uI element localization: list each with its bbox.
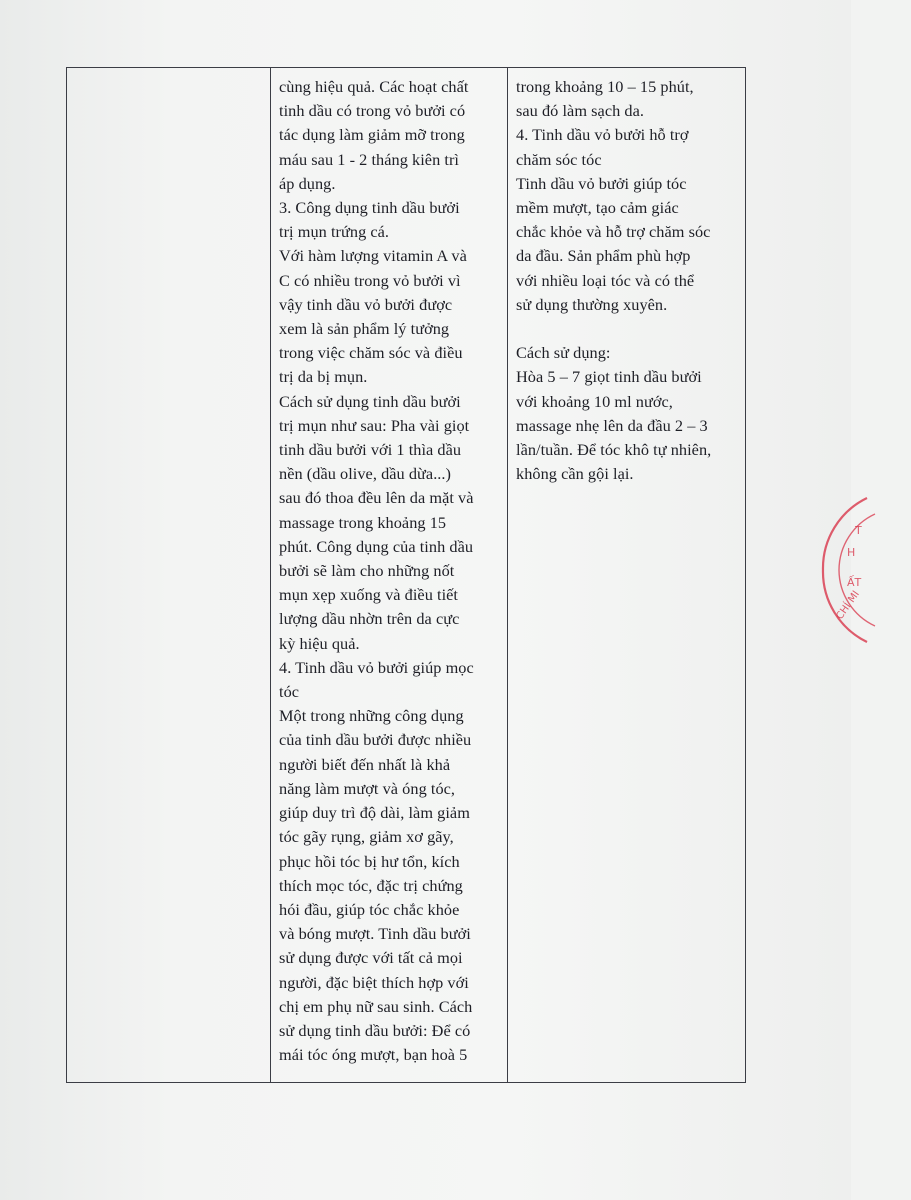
text-line: tác dụng làm giảm mỡ trong [279, 125, 465, 145]
text-line: người biết đến nhất là khả [279, 754, 451, 774]
text-line: Cách sử dụng tinh dầu bưởi [279, 391, 461, 411]
text-line: trong khoảng 10 – 15 phút, [516, 77, 694, 96]
text-line: không cần gội lại. [516, 464, 634, 484]
text-line: người, đặc biệt thích hợp với [279, 972, 469, 992]
text-line: trị da bị mụn. [279, 367, 368, 387]
text-line: sử dụng được với tất cả mọi [279, 948, 463, 968]
text-line: bưởi sẽ làm cho những nốt [279, 561, 455, 581]
text-line: phút. Công dụng của tinh dầu [279, 536, 474, 556]
text-line: giúp duy trì độ dài, làm giảm [279, 803, 470, 823]
table-column-left [67, 68, 270, 1082]
text-line: trong việc chăm sóc và điều [279, 343, 463, 363]
stamp-fragment: ẤT [847, 576, 862, 589]
text-line: sau đó thoa đều lên da mặt và [279, 488, 474, 508]
text-line: Hòa 5 – 7 giọt tinh dầu bưởi [516, 367, 702, 387]
red-seal-stamp [811, 490, 911, 650]
text-line: trị mụn như sau: Pha vài giọt [279, 415, 470, 435]
text-line: vậy tinh dầu vỏ bưởi được [279, 294, 453, 314]
text-line: cùng hiệu quả. Các hoạt chất [279, 77, 469, 96]
text-line: kỳ hiệu quả. [279, 633, 360, 653]
text-line: massage trong khoảng 15 [279, 512, 447, 532]
text-line: hói đầu, giúp tóc chắc khỏe [279, 899, 460, 919]
text-line: lần/tuần. Để tóc khô tự nhiên, [516, 440, 712, 460]
table-column-right [507, 68, 745, 1082]
content-table [66, 67, 746, 1083]
text-line: tinh dầu có trong vỏ bưởi có [279, 101, 466, 121]
text-line: Cách sử dụng: [516, 343, 611, 363]
stamp-fragment: CHÍ MI [834, 589, 862, 622]
text-line: Một trong những công dụng [279, 706, 464, 726]
text-line: sử dụng tinh dầu bưởi: Để có [279, 1020, 471, 1040]
text-line: thích mọc tóc, đặc trị chứng [279, 875, 463, 895]
text-line: xem là sản phẩm lý tưởng [279, 319, 450, 339]
text-line: mái tóc óng mượt, bạn hoà 5 [279, 1045, 468, 1065]
text-line: 4. Tinh dầu vỏ bưởi giúp mọc [279, 657, 474, 677]
text-line: máu sau 1 - 2 tháng kiên trì [279, 149, 460, 169]
text-line: nền (dầu olive, dầu dừa...) [279, 464, 452, 484]
text-line: của tinh dầu bưởi được nhiều [279, 730, 472, 750]
text-line: 3. Công dụng tinh dầu bưởi [279, 198, 460, 218]
text-line: năng làm mượt và óng tóc, [279, 778, 456, 798]
stamp-fragment: T [855, 524, 862, 537]
text-line: và bóng mượt. Tinh dầu bưởi [279, 924, 471, 944]
text-line: C có nhiều trong vỏ bưởi vì [279, 270, 461, 290]
text-line: trị mụn trứng cá. [279, 222, 390, 242]
text-line: áp dụng. [279, 173, 336, 193]
text-line: với nhiều loại tóc và có thể [516, 270, 695, 290]
text-line: phục hồi tóc bị hư tổn, kích [279, 851, 460, 871]
text-line: da đầu. Sản phẩm phù hợp [516, 246, 691, 266]
text-line: chị em phụ nữ sau sinh. Cách [279, 996, 473, 1016]
text-line: chắc khỏe và hỗ trợ chăm sóc [516, 222, 711, 242]
text-line: Tinh dầu vỏ bưởi giúp tóc [516, 173, 687, 193]
text-line: 4. Tinh dầu vỏ bưởi hỗ trợ [516, 125, 689, 145]
text-line: với khoảng 10 ml nước, [516, 391, 673, 411]
text-line: Với hàm lượng vitamin A và [279, 246, 467, 266]
text-line: tóc gãy rụng, giảm xơ gãy, [279, 827, 454, 847]
text-line: sử dụng thường xuyên. [516, 294, 668, 314]
text-line: sau đó làm sạch da. [516, 101, 644, 121]
text-line: mụn xẹp xuống và điều tiết [279, 585, 459, 605]
text-line: tóc [279, 682, 300, 702]
stamp-fragment: H [847, 546, 856, 559]
text-line: massage nhẹ lên da đầu 2 – 3 [516, 415, 708, 435]
table-column-middle [270, 68, 507, 1082]
text-line: tinh dầu bưởi với 1 thìa dầu [279, 440, 462, 460]
text-line: lượng dầu nhờn trên da cực [279, 609, 460, 629]
text-line: mềm mượt, tạo cảm giác [516, 198, 679, 218]
paragraph-gap [516, 317, 739, 341]
text-line: chăm sóc tóc [516, 149, 602, 169]
